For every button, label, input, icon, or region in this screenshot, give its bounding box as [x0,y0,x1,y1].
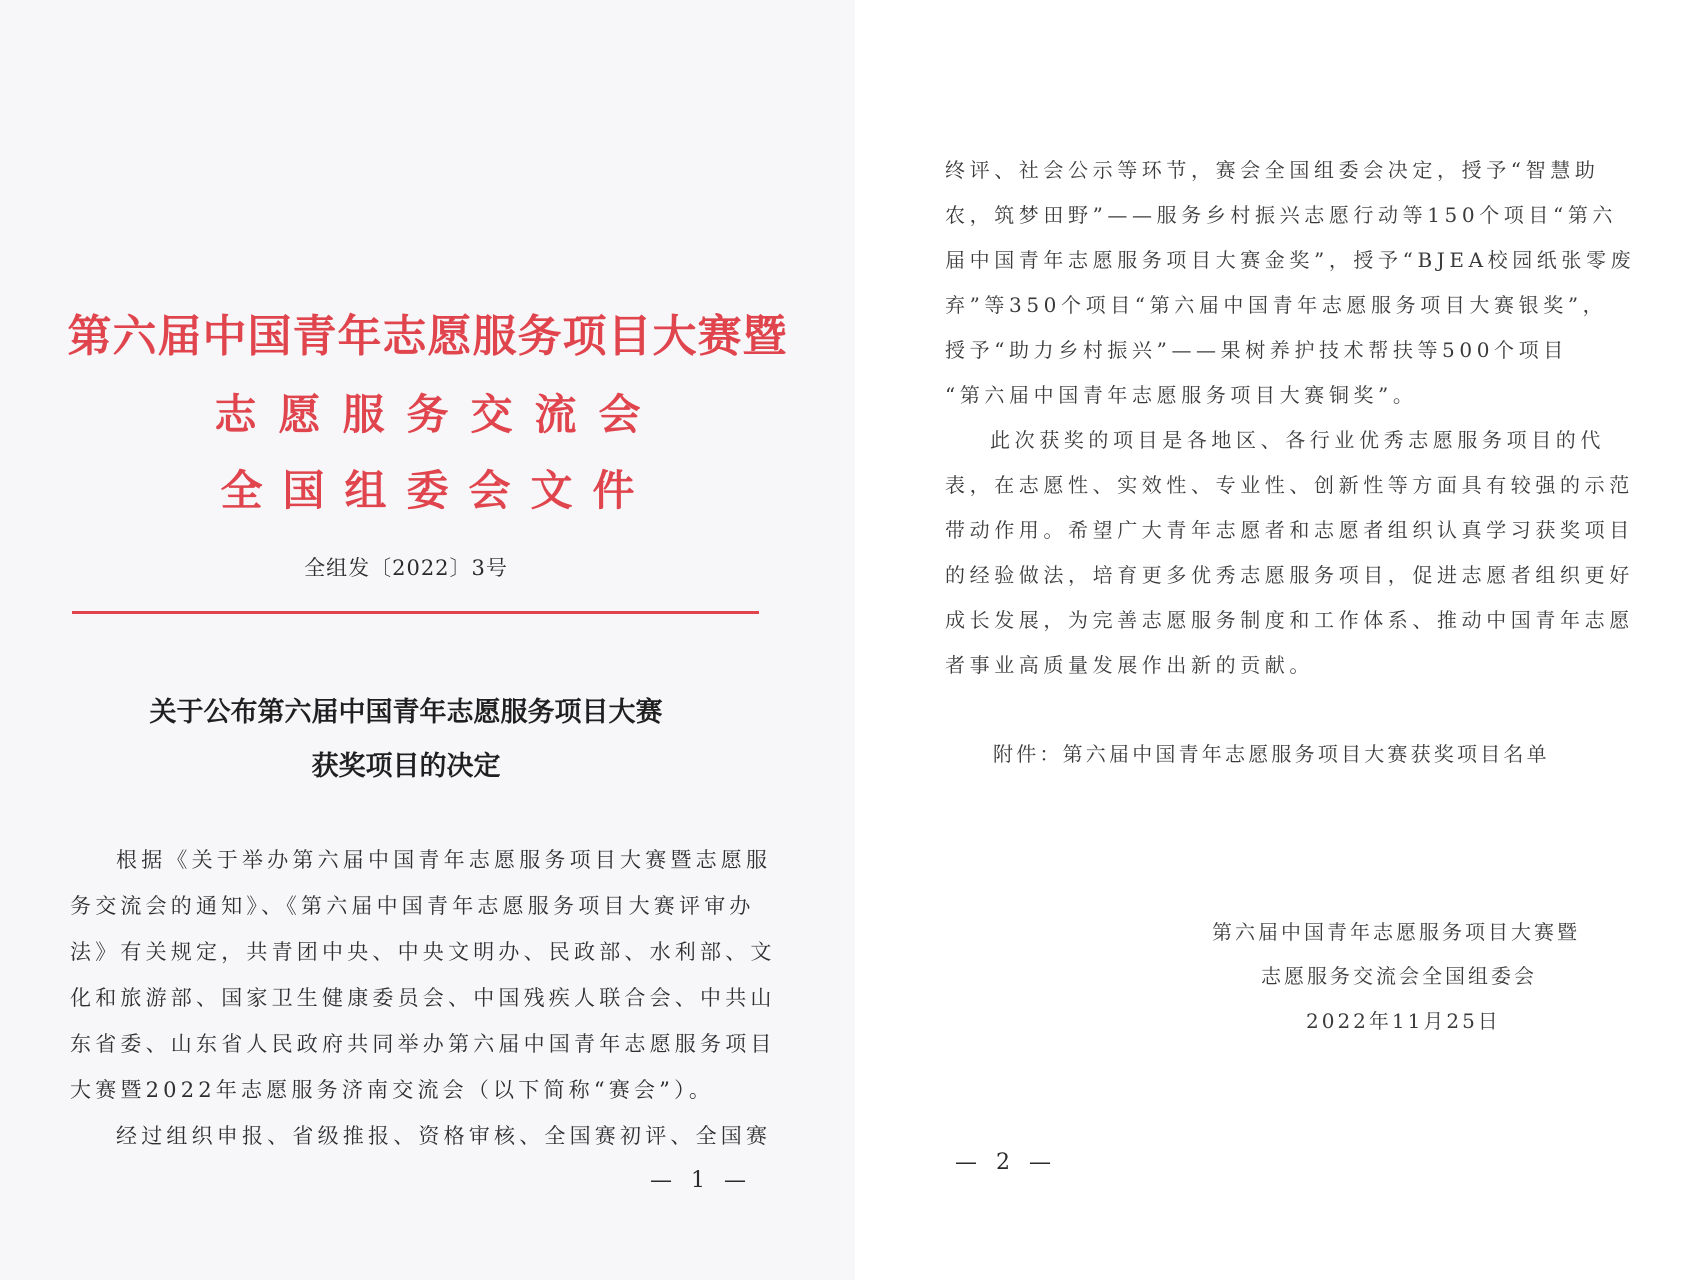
document-title-line-1: 关于公布第六届中国青年志愿服务项目大赛 [149,697,663,728]
body-line: 者事业高质量发展作出新的贡献。 [945,653,1314,677]
body-line: 化和旅游部、国家卫生健康委员会、中国残疾人联合会、中共山 [70,986,776,1010]
signature-org-line-2: 志愿服务交流会全国组委会 [1261,964,1537,988]
document-number: 全组发〔2022〕3号 [304,556,508,580]
letterhead-line-1: 第六届中国青年志愿服务项目大赛暨 [67,311,788,362]
red-divider-rule [72,611,759,614]
body-line: 东省委、山东省人民政府共同举办第六届中国青年志愿服务项目 [70,1032,776,1056]
attachment-line: 附件：第六届中国青年志愿服务项目大赛获奖项目名单 [993,742,1550,766]
page-2 [855,0,1706,1280]
body-line: 届中国青年志愿服务项目大赛金奖”，授予“BJEA校园纸张零废 [945,248,1636,272]
body-line: 弃”等350个项目“第六届中国青年志愿服务项目大赛银奖”， [945,293,1608,317]
letterhead-line-2: 志愿服务交流会 [214,390,663,439]
body-line: 根据《关于举办第六届中国青年志愿服务项目大赛暨志愿服 [116,848,772,872]
body-line: 成长发展，为完善志愿服务制度和工作体系、推动中国青年志愿 [945,608,1634,632]
signature-org-line-1: 第六届中国青年志愿服务项目大赛暨 [1212,920,1580,944]
page-number-2: — 2 — [955,1150,1057,1175]
body-line: 务交流会的通知》、《第六届中国青年志愿服务项目大赛评审办 [70,894,755,918]
body-line: 带动作用。希望广大青年志愿者和志愿者组织认真学习获奖项目 [945,518,1634,542]
body-line: 此次获奖的项目是各地区、各行业优秀志愿服务项目的代 [990,428,1605,452]
body-line: 表，在志愿性、实效性、专业性、创新性等方面具有较强的示范 [945,473,1634,497]
page-number-1: — 1 — [650,1168,752,1193]
body-line: “第六届中国青年志愿服务项目大赛铜奖”。 [945,383,1418,407]
body-line: 大赛暨2022年志愿服务济南交流会（以下简称“赛会”）。 [70,1078,715,1102]
letterhead-line-3: 全国组委会文件 [220,466,655,515]
body-line: 法》有关规定，共青团中央、中央文明办、民政部、水利部、文 [70,940,776,964]
body-line: 农，筑梦田野”——服务乡村振兴志愿行动等150个项目“第六 [945,203,1618,227]
body-line: 授予“助力乡村振兴”——果树养护技术帮扶等500个项目 [945,338,1568,362]
body-line: 终评、社会公示等环节，赛会全国组委会决定，授予“智慧助 [945,158,1600,182]
document-title-line-2: 获奖项目的决定 [311,751,501,782]
body-line: 的经验做法，培育更多优秀志愿服务项目，促进志愿者组织更好 [945,563,1634,587]
body-line: 经过组织申报、省级推报、资格审核、全国赛初评、全国赛 [116,1124,772,1148]
signature-date: 2022年11月25日 [1306,1009,1501,1033]
